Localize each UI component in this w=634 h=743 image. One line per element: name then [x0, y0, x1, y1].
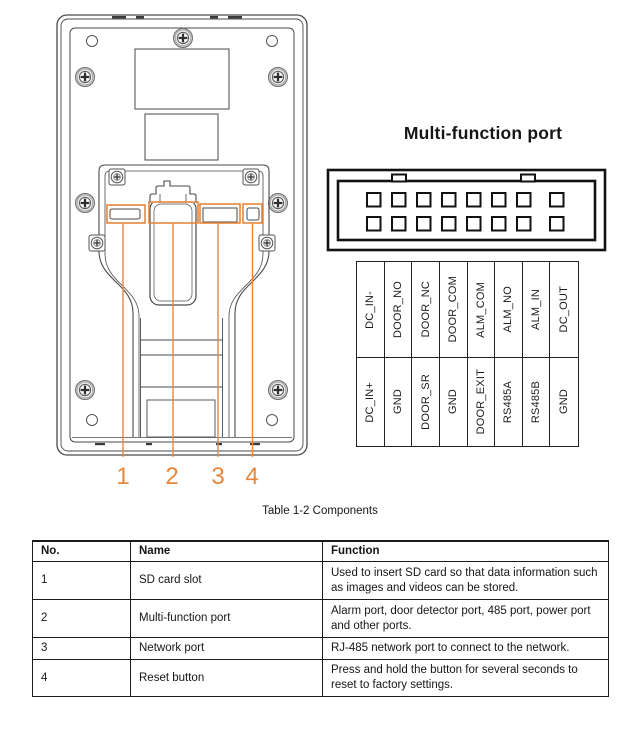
pin-cell: [523, 262, 551, 357]
table-caption: Table 1-2 Components: [262, 505, 378, 517]
pin-assignment-table: [356, 261, 579, 447]
callout-boxes: [107, 202, 262, 223]
table-header-row: [33, 541, 609, 562]
cell-no: 4: [33, 660, 131, 697]
device-ports: [110, 208, 259, 222]
connector-pins: [367, 193, 564, 231]
pin-label: DC_OUT: [558, 286, 571, 333]
sd-card-slot: [110, 209, 140, 219]
pin-label: DC_IN-: [364, 290, 377, 329]
screw-icon: [109, 169, 125, 185]
pin-cell: [440, 262, 468, 357]
components-table: [32, 540, 609, 697]
pin-cell: [357, 262, 385, 357]
cable-channel: [141, 318, 223, 437]
pin-row-top: [357, 262, 578, 358]
col-header-no: No.: [33, 541, 131, 562]
pin-cell: [412, 358, 440, 446]
rear-compartments: [135, 49, 229, 160]
cell-no: 1: [33, 562, 131, 600]
pin-cell: [550, 262, 578, 357]
pin-label: GND: [447, 389, 460, 415]
mounting-holes: [87, 36, 278, 426]
pin-cell: [550, 358, 578, 446]
cell-function: RJ-485 network port to connect to the network.: [323, 638, 609, 660]
callout-box-2: [149, 202, 198, 223]
table-row: [33, 562, 609, 600]
screw-icon: [269, 68, 288, 87]
screw-icon: [76, 194, 95, 213]
table-row: [33, 638, 609, 660]
screw-icon: [243, 169, 259, 185]
screw-icon: [89, 235, 105, 251]
pin-label: ALM_IN: [530, 289, 543, 330]
pin-cell: [468, 262, 496, 357]
callout-number-2: 2: [165, 463, 179, 490]
pin-cell: [495, 262, 523, 357]
device-back-diagram: [0, 0, 320, 500]
cell-no: 3: [33, 638, 131, 660]
cell-no: 2: [33, 600, 131, 638]
cell-function: Used to insert SD card so that data information such as images and videos can be stored.: [323, 562, 609, 600]
callout-box-3: [200, 204, 240, 223]
port-section-title: Multi-function port: [403, 123, 563, 143]
cell-name: SD card slot: [131, 562, 323, 600]
pin-cell: [495, 358, 523, 446]
pin-cell: [357, 358, 385, 446]
pin-cell: [468, 358, 496, 446]
pin-cell: [523, 358, 551, 446]
pin-label: DC_IN+: [364, 381, 377, 423]
table-row: [33, 600, 609, 638]
screw-icon: [269, 381, 288, 400]
pin-label: GND: [558, 389, 571, 415]
screw-icon: [269, 194, 288, 213]
pin-label: DOOR_SR: [419, 374, 432, 430]
cell-function: Alarm port, door detector port, 485 port, power port and other ports.: [323, 600, 609, 638]
cell-name: Multi-function port: [131, 600, 323, 638]
pin-cell: [385, 358, 413, 446]
pin-label: ALM_COM: [474, 281, 487, 338]
cell-name: Reset button: [131, 660, 323, 697]
pin-label: RS485A: [502, 380, 515, 424]
col-header-function: Function: [323, 541, 609, 562]
pin-cell: [412, 262, 440, 357]
pin-label: GND: [391, 389, 404, 415]
callout-box-1: [107, 205, 145, 223]
screw-icon: [76, 381, 95, 400]
callout-number-1: 1: [116, 463, 130, 490]
cell-name: Network port: [131, 638, 323, 660]
pin-label: DOOR_COM: [447, 276, 460, 343]
pin-label: RS485B: [530, 380, 543, 424]
callout-number-3: 3: [211, 463, 225, 490]
callout-numbers: [116, 463, 258, 490]
pin-label: DOOR_NO: [391, 280, 404, 339]
pin-row-bottom: [357, 358, 578, 446]
pin-cell: [385, 262, 413, 357]
pin-cell: [440, 358, 468, 446]
multi-function-port-connector-diagram: [325, 167, 609, 254]
reset-button: [247, 208, 259, 220]
pin-label: DOOR_NC: [419, 281, 432, 338]
col-header-name: Name: [131, 541, 323, 562]
screw-icon: [76, 68, 95, 87]
screw-icon: [174, 29, 193, 48]
cell-function: Press and hold the button for several seconds to reset to factory settings.: [323, 660, 609, 697]
screw-icon: [259, 235, 275, 251]
pin-label: ALM_NO: [502, 286, 515, 333]
pin-label: DOOR_EXIT: [474, 369, 487, 435]
callout-number-4: 4: [245, 463, 259, 490]
table-row: [33, 660, 609, 697]
network-port: [203, 208, 237, 222]
